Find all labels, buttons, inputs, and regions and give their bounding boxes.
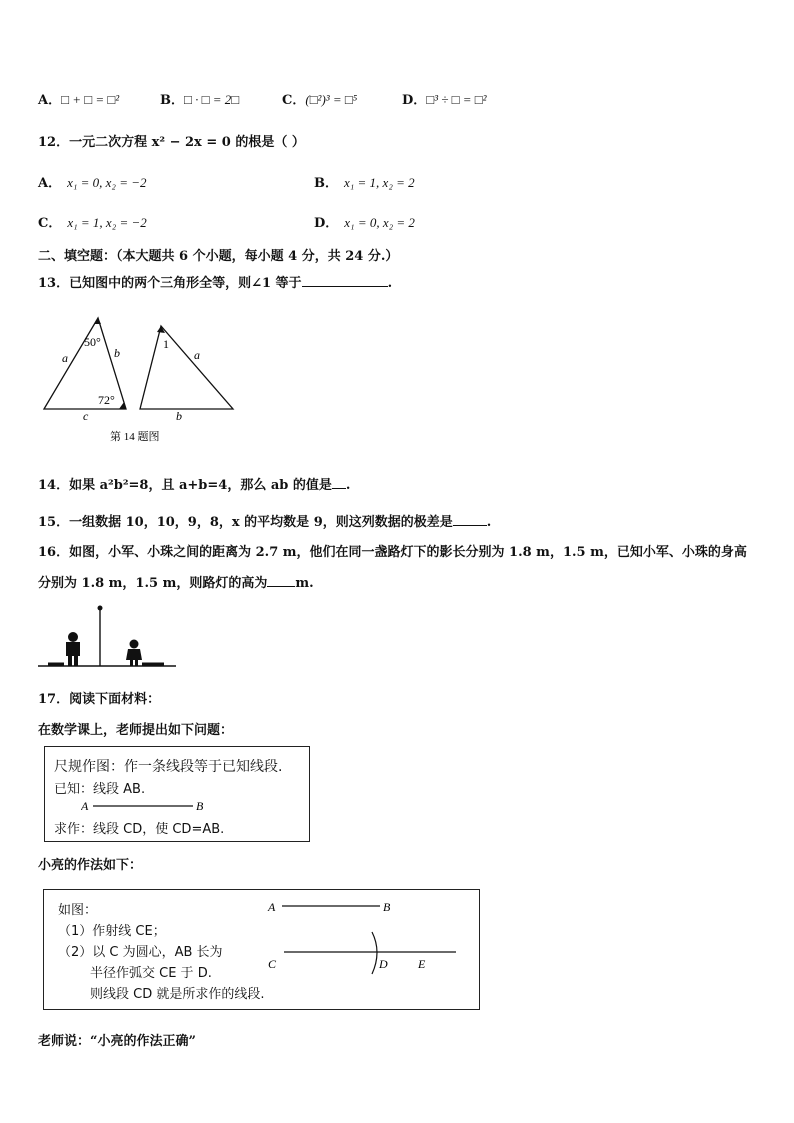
q16-line2-text: 分别为 1.8 m，1.5 m，则路灯的高为 [38,576,268,591]
q11-option-b [160,89,239,108]
option-text: x₁ = 1, x₂ = 2 [344,175,415,190]
option-label: C． [38,216,62,231]
q15-end: . [486,515,492,530]
point-e-label: E [418,957,426,971]
option-label: B． [314,176,338,191]
option-text: (□²)³ = □⁵ [305,92,358,107]
answer-blank[interactable] [453,525,487,526]
option-text: x₁ = 1, x₂ = −2 [67,215,147,230]
q16-line2 [38,572,314,591]
method-box [43,889,480,1010]
q17-stem: 17．阅读下面材料： [38,692,161,707]
option-text: x₁ = 0, x₂ = 2 [344,215,415,230]
q13-stem [38,272,392,291]
box2-line4: 半径作弧交 CE 于 D. [90,966,212,981]
lamp-icon [98,606,103,611]
person-xiaozhu-icon [126,640,142,667]
answer-blank[interactable] [267,586,295,587]
side-a-label: a [62,351,68,365]
option-text: □ · □ = 2□ [184,92,240,107]
option-text: x₁ = 0, x₂ = −2 [67,175,147,190]
q17-intro: 在数学课上，老师提出如下问题： [38,723,234,738]
arc [372,932,377,974]
point-c-label: C [268,957,277,971]
q13-end: . [387,276,393,291]
option-label: D． [402,93,427,108]
q16-streetlight-figure [36,602,178,670]
figure-caption: 第 14 题图 [110,431,160,443]
q11-option-c [282,89,357,108]
answer-blank[interactable] [302,286,388,287]
box2-line2: （1）作射线 CE； [58,924,166,939]
section-heading: 二、填空题：（本大题共 6 个小题，每小题 4 分，共 24 分.） [38,249,399,264]
q17-method-intro: 小亮的作法如下： [38,858,143,873]
option-label: C． [282,93,306,108]
point-b-label: B [196,799,204,813]
q12-option-d [314,212,415,231]
q15-stem [38,511,491,530]
option-label: D． [314,216,339,231]
q14-end: . [345,478,351,493]
point-a-label: A [268,900,276,914]
q13-stem-text: 13．已知图中的两个三角形全等，则∠1 等于 [38,276,302,291]
point-a-label: A [81,799,89,813]
q12-option-b [314,172,415,191]
angle-marker-top [94,318,101,324]
box2-line1: 如图： [58,903,98,918]
q16-end: m. [295,576,314,591]
angle-72-label: 72° [98,393,115,407]
option-label: A． [38,176,62,191]
q16-line1: 16．如图，小军、小珠之间的距离为 2.7 m，他们在同一盏路灯下的影长分别为 1.8 m，1.5 m，已知小军、小珠的身高 [38,545,747,560]
t2-side-a-label: a [194,348,200,362]
q12-stem: 12．一元二次方程 x² − 2x = 0 的根是（ ） [38,135,305,150]
q11-option-a [38,89,119,108]
angle-50-label: 50° [84,335,101,349]
construction-figure [266,894,466,978]
option-text: □ + □ = □² [61,92,120,107]
person-xiaojun-icon [66,632,80,666]
q12-option-c [38,212,147,231]
t2-side-b-label: b [176,409,182,423]
box1-given: 已知：线段 AB. [54,782,146,797]
side-b-label: b [114,346,120,360]
side-c-label: c [83,409,89,423]
problem-box [44,746,310,842]
triangle-right [140,326,233,409]
box2-line3: （2）以 C 为圆心，AB 长为 [58,945,223,960]
segment-ab-figure [81,797,211,815]
option-label: B． [160,93,184,108]
point-b-label: B [383,900,391,914]
box1-title: 尺规作图：作一条线段等于已知线段. [54,759,283,775]
q14-stem-text: 14．如果 a²b²=8，且 a+b=4，那么 ab 的值是 [38,478,332,493]
answer-blank[interactable] [332,488,346,489]
option-text: □³ ÷ □ = □² [426,92,487,107]
option-label: A． [38,93,62,108]
q15-stem-text: 15．一组数据 10，10，9，8，x 的平均数是 9，则这列数据的极差是 [38,515,453,530]
q17-teacher: 老师说：“小亮的作法正确” [38,1034,196,1049]
angle-marker-right [119,402,126,409]
angle-1-label: 1 [163,337,169,351]
point-d-label: D [379,957,388,971]
box1-task: 求作：线段 CD，使 CD=AB. [54,822,225,837]
q12-option-a [38,172,147,191]
q13-triangles-figure [36,312,241,447]
box2-line5: 则线段 CD 就是所求作的线段. [90,987,265,1002]
q11-option-d [402,89,487,108]
q14-stem [38,474,350,493]
